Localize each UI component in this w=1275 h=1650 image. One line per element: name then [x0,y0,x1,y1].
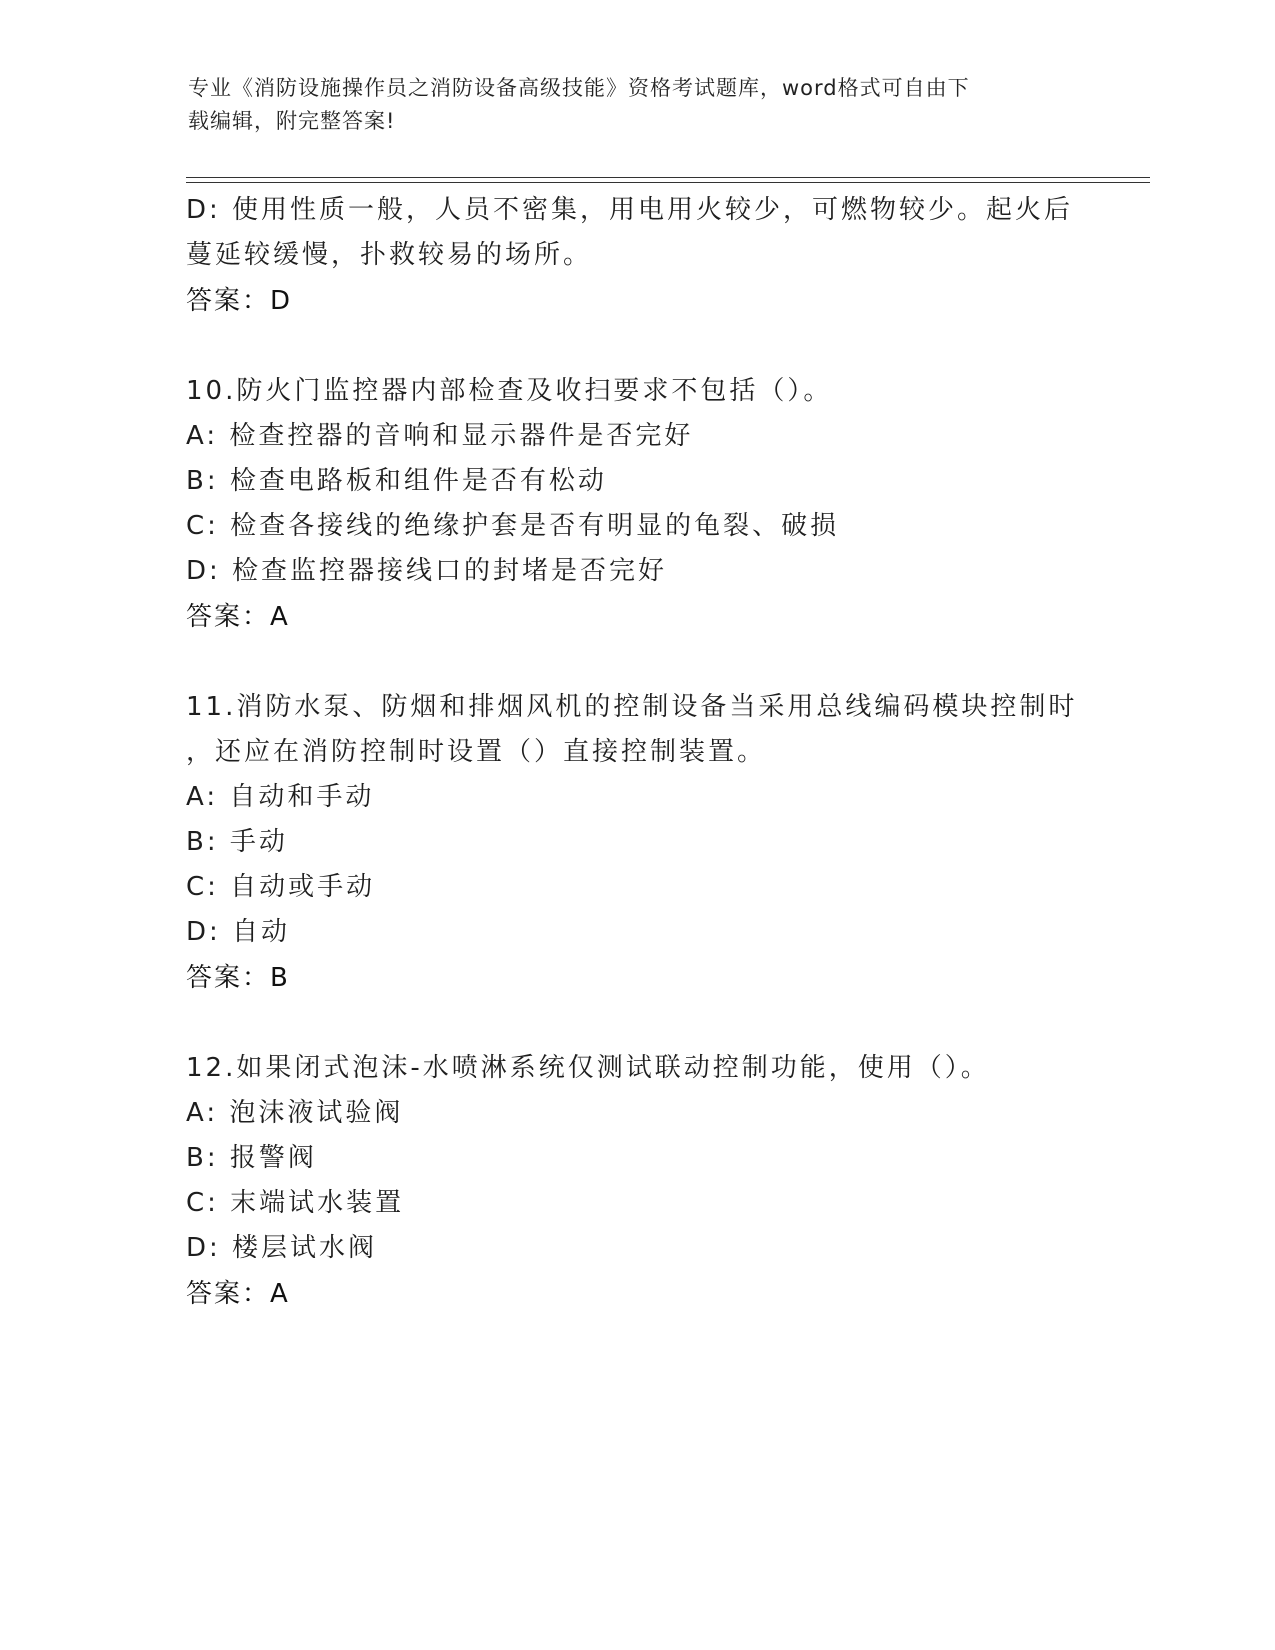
header-line-1: 专业《消防设施操作员之消防设备高级技能》资格考试题库，word格式可自由下 [188,76,970,100]
spacer [186,640,1086,685]
answer: 答案：A [186,602,290,632]
answer: 答案：A [186,1279,290,1309]
previous-question-tail [186,188,1086,324]
question-10 [186,369,1086,640]
option-c: C: 末端试水装置 [186,1188,405,1218]
option-d: D: 自动 [186,917,291,947]
question-12 [186,1046,1086,1317]
option-c: C: 自动或手动 [186,872,376,902]
document-header [188,72,1068,138]
header-divider-top [186,177,1150,178]
option-d: D: 楼层试水阀 [186,1233,378,1263]
option-d-line-2: 蔓延较缓慢，扑救较易的场所。 [186,240,593,270]
question-11 [186,685,1086,1001]
question-stem: 12.如果闭式泡沫-水喷淋系统仅测试联动控制功能，使用（）。 [186,1053,990,1083]
option-a: A: 检查控器的音响和显示器件是否完好 [186,421,694,451]
question-stem: 10.防火门监控器内部检查及收扫要求不包括（）。 [186,376,833,406]
option-c: C: 检查各接线的绝缘护套是否有明显的龟裂、破损 [186,511,840,541]
option-d: D: 检查监控器接线口的封堵是否完好 [186,556,668,586]
option-a: A: 自动和手动 [186,782,375,812]
spacer [186,324,1086,369]
option-b: B: 手动 [186,827,288,857]
option-b: B: 检查电路板和组件是否有松动 [186,466,607,496]
option-b: B: 报警阀 [186,1143,317,1173]
option-a: A: 泡沫液试验阀 [186,1098,404,1128]
answer: 答案：B [186,963,290,993]
spacer [186,1001,1086,1046]
option-d-line-1: D: 使用性质一般，人员不密集，用电用火较少，可燃物较少。起火后 [186,195,1074,225]
header-divider-bottom [186,182,1150,183]
answer: 答案：D [186,286,293,316]
question-stem-line-2: ，还应在消防控制时设置（）直接控制装置。 [186,737,767,767]
question-content [186,188,1086,1317]
question-stem-line-1: 11.消防水泵、防烟和排烟风机的控制设备当采用总线编码模块控制时 [186,692,1078,722]
header-line-2: 载编辑，附完整答案! [188,109,396,133]
